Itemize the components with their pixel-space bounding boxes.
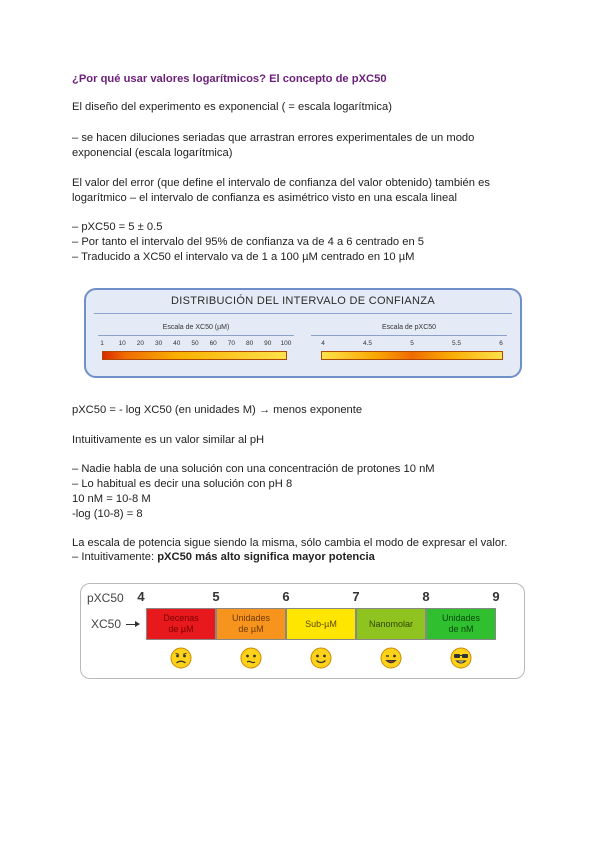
pxc50-value: 5 xyxy=(212,589,220,604)
linear-tick: 40 xyxy=(173,340,181,347)
paragraph-error-1: El valor del error (que define el intervalo de confianza del valor obtenido) también es xyxy=(72,177,490,189)
potency-cell: Sub-µM xyxy=(286,608,356,640)
bullet-2: – Por tanto el intervalo del 95% de confianza va de 4 a 6 centrado en 5 xyxy=(72,236,425,248)
potency-cell: Nanomolar xyxy=(356,608,426,640)
ph-line-2: – Lo habitual es decir una solución con pH 8 xyxy=(72,478,293,490)
bullet-3: – Traducido a XC50 el intervalo va de 1 a 100 µM centrado en 10 µM xyxy=(72,251,415,263)
title-divider xyxy=(94,313,512,314)
linear-scale-ticks xyxy=(98,340,294,350)
intuition-bold: pXC50 más alto significa mayor potencia xyxy=(157,551,375,563)
log-tick: 5.5 xyxy=(451,340,462,347)
log-tick: 4.5 xyxy=(362,340,373,347)
linear-tick: 90 xyxy=(264,340,272,347)
paragraph-dilutions-1: – se hacen diluciones seriadas que arrastran errores experimentales de un modo xyxy=(72,132,475,144)
linear-tick: 70 xyxy=(227,340,236,347)
ph-line-1: – Nadie habla de una solución con una concentración de protones 10 nM xyxy=(72,463,435,475)
xc50-arrow xyxy=(126,624,139,625)
linear-tick: 1 xyxy=(100,340,104,347)
linear-scale-underline xyxy=(98,335,294,336)
intuition-prefix: – Intuitivamente: xyxy=(72,551,158,563)
paragraph-intuition xyxy=(72,550,375,566)
ph-line-3: 10 nM = 10-8 M xyxy=(72,493,151,505)
potency-scale-figure xyxy=(80,583,525,679)
potency-cell: Unidades de nM xyxy=(426,608,496,640)
cool-face-icon xyxy=(449,646,473,670)
paragraph-ph: Intuitivamente es un valor similar al pH xyxy=(72,434,265,446)
winking-face-icon xyxy=(379,646,403,670)
linear-tick: 50 xyxy=(191,340,199,347)
log-tick: 6 xyxy=(499,340,503,347)
log-interval-bar xyxy=(321,351,503,360)
linear-tick: 20 xyxy=(136,340,145,347)
linear-tick: 60 xyxy=(209,340,217,347)
smiling-face-icon xyxy=(309,646,333,670)
potency-cell: Unidades de µM xyxy=(216,608,286,640)
paragraph-error-2: logarítmico – el intervalo de confianza es asimétrico visto en una escala lineal xyxy=(72,192,457,204)
linear-tick: 100 xyxy=(280,340,292,347)
log-scale-ticks xyxy=(311,340,507,350)
log-tick: 4 xyxy=(321,340,325,347)
paragraph-dilutions-2: exponencial (escala logarítmica) xyxy=(72,147,233,159)
paragraph-design: El diseño del experimento es exponencial ( = escala logarítmica) xyxy=(72,101,392,113)
log-scale-underline xyxy=(311,335,507,336)
log-scale-label: Escala de pXC50 xyxy=(381,324,437,331)
linear-tick: 30 xyxy=(154,340,163,347)
paragraph-definition: pXC50 = - log XC50 (en unidades M) → menos exponente xyxy=(72,404,363,416)
pxc50-row-label: pXC50 xyxy=(87,591,124,605)
pxc50-value: 4 xyxy=(137,589,145,604)
ph-line-4: -log (10-8) = 8 xyxy=(72,508,143,520)
paragraph-scale: La escala de potencia sigue siendo la misma, sólo cambia el modo de expresar el valor. xyxy=(72,537,508,549)
figure-title: DISTRIBUCIÓN DEL INTERVALO DE CONFIANZA xyxy=(171,295,435,307)
linear-interval-bar xyxy=(102,351,287,360)
uneasy-face-icon xyxy=(239,646,263,670)
potency-cell: Decenas de µM xyxy=(146,608,216,640)
confidence-interval-figure xyxy=(84,288,522,378)
log-tick: 5 xyxy=(410,340,414,347)
linear-scale-label: Escala de XC50 (µM) xyxy=(162,324,230,331)
pxc50-value: 6 xyxy=(282,589,290,604)
linear-tick: 80 xyxy=(245,340,254,347)
xc50-row-label: XC50 xyxy=(91,617,122,631)
worried-face-icon xyxy=(169,646,193,670)
linear-tick: 10 xyxy=(118,340,126,347)
pxc50-value: 9 xyxy=(492,589,500,604)
pxc50-value: 8 xyxy=(422,589,430,604)
pxc50-value: 7 xyxy=(352,589,360,604)
page-heading: ¿Por qué usar valores logarítmicos? El concepto de pXC50 xyxy=(72,73,387,85)
bullet-1: – pXC50 = 5 ± 0.5 xyxy=(72,221,163,233)
